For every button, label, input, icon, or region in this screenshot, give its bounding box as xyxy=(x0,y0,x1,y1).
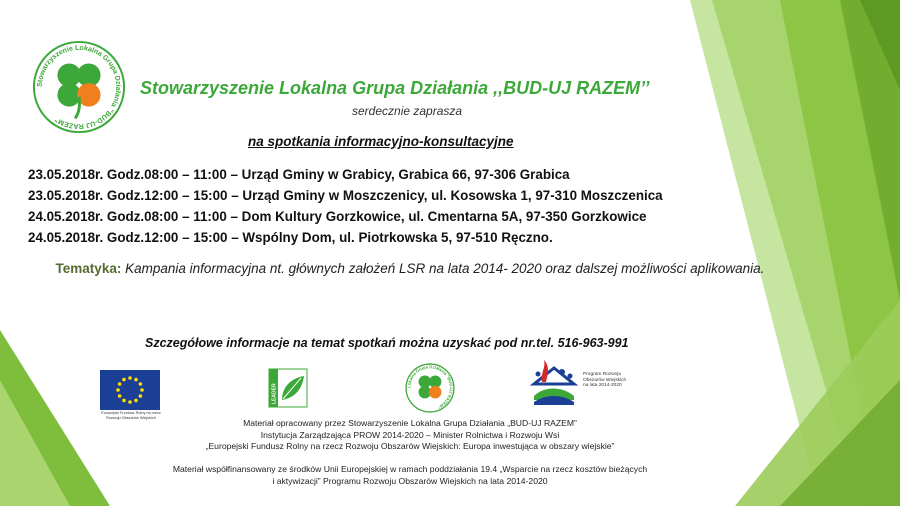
prow-logo xyxy=(528,358,580,408)
prow-star-icon xyxy=(536,372,541,377)
invite-text: serdecznie zaprasza xyxy=(352,104,463,118)
prow-years: na lata 2014-2020 xyxy=(583,383,622,389)
eu-flag-caption: Europejski Fundusz Rolny na rzecz Rozwoju Obszarów Wiejskich xyxy=(101,411,161,420)
eu-star-icon xyxy=(122,378,126,382)
leader-label: LEADER xyxy=(271,383,278,404)
lgd-clover-logo xyxy=(30,38,128,136)
leader-logo xyxy=(268,368,308,408)
prow-logo-text xyxy=(583,372,631,389)
schedule-item: 23.05.2018r. Godz.12:00 – 15:00 – Urząd Gminy w Moszczenicy, ul. Kosowska 1, 97-310 Moszczenica xyxy=(28,188,663,203)
eu-star-icon xyxy=(140,388,144,392)
footer-cofinanced xyxy=(80,464,740,487)
footer-line: Materiał opracowany przez Stowarzyszenie Lokalna Grupa Działania „BUD-UJ RAZEM” xyxy=(243,418,577,428)
eu-star-icon xyxy=(139,382,143,386)
eu-star-icon xyxy=(122,399,126,403)
logo-ring xyxy=(34,42,124,132)
eu-star-icon xyxy=(128,376,132,380)
prow-star-icon xyxy=(559,369,565,375)
schedule-item: 24.05.2018r. Godz.12:00 – 15:00 – Wspólny Dom, ul. Piotrkowska 5, 97-510 Ręczno. xyxy=(28,230,553,245)
eu-star-icon xyxy=(134,378,138,382)
footer-line: Instytucja Zarządzająca PROW 2014-2020 – Minister Rolnictwa i Rozwoju Wsi xyxy=(260,429,560,440)
meetings-heading: na spotkania informacyjno-konsultacyjne xyxy=(248,134,514,149)
eu-star-icon xyxy=(134,399,138,403)
eu-star-icon xyxy=(118,382,122,386)
eu-star-icon xyxy=(128,400,132,404)
eu-star-icon xyxy=(116,388,120,392)
organization-title: Stowarzyszenie Lokalna Grupa Działania ,,BUD-UJ RAZEM’’ xyxy=(140,78,650,98)
lgd-small-logo xyxy=(404,362,456,414)
prow-flame-icon xyxy=(542,360,548,382)
eu-star-icon xyxy=(118,394,122,398)
eu-flag-field xyxy=(100,370,160,410)
topic-paragraph xyxy=(40,258,780,279)
footer-line: Materiał współfinansowany ze środków Unii Europejskiej w ramach poddziałania 19.4 „Wsparcie na rzecz kosztów bieżących xyxy=(172,464,648,474)
schedule-item: 23.05.2018r. Godz.08:00 – 11:00 – Urząd Gminy w Grabicy, Grabica 66, 97-306 Grabica xyxy=(28,167,570,182)
small-logo-ring-text: Lokalna Grupa Działania "BUD-UJ RAZEM" xyxy=(406,364,454,410)
logo-ring-text: Stowarzyszenie Lokalna Grupa Działania "BUD-UJ RAZEM" xyxy=(36,44,122,130)
topic-label: Tematyka: xyxy=(55,261,122,276)
contact-details: Szczegółowe informacje na temat spotkań można uzyskać pod nr.tel. 516-963-991 xyxy=(145,336,629,350)
footer-line: i aktywizacji” Programu Rozwoju Obszarów Wiejskich na lata 2014-2020 xyxy=(272,475,548,486)
topic-text: Kampania informacyjna nt. głównych założeń LSR na lata 2014- 2020 oraz dalszej możliwości aplikowania. xyxy=(121,261,765,276)
footer-line: „Europejski Fundusz Rolny na rzecz Rozwoju Obszarów Wiejskich: Europa inwestująca w obszary wiejskie” xyxy=(205,441,615,451)
meeting-schedule xyxy=(28,164,663,248)
eu-flag-logo xyxy=(100,370,160,410)
prow-star-icon xyxy=(568,374,573,379)
footer-prepared-by xyxy=(80,418,740,453)
schedule-item: 24.05.2018r. Godz.08:00 – 11:00 – Dom Kultury Gorzkowice, ul. Cmentarna 5A, 97-350 Gorzkowice xyxy=(28,209,647,224)
prow-program-name: Program Rozwoju Obszarów Wiejskich xyxy=(583,372,627,383)
small-clover-leaf-orange xyxy=(429,386,441,398)
eu-star-icon xyxy=(139,394,143,398)
